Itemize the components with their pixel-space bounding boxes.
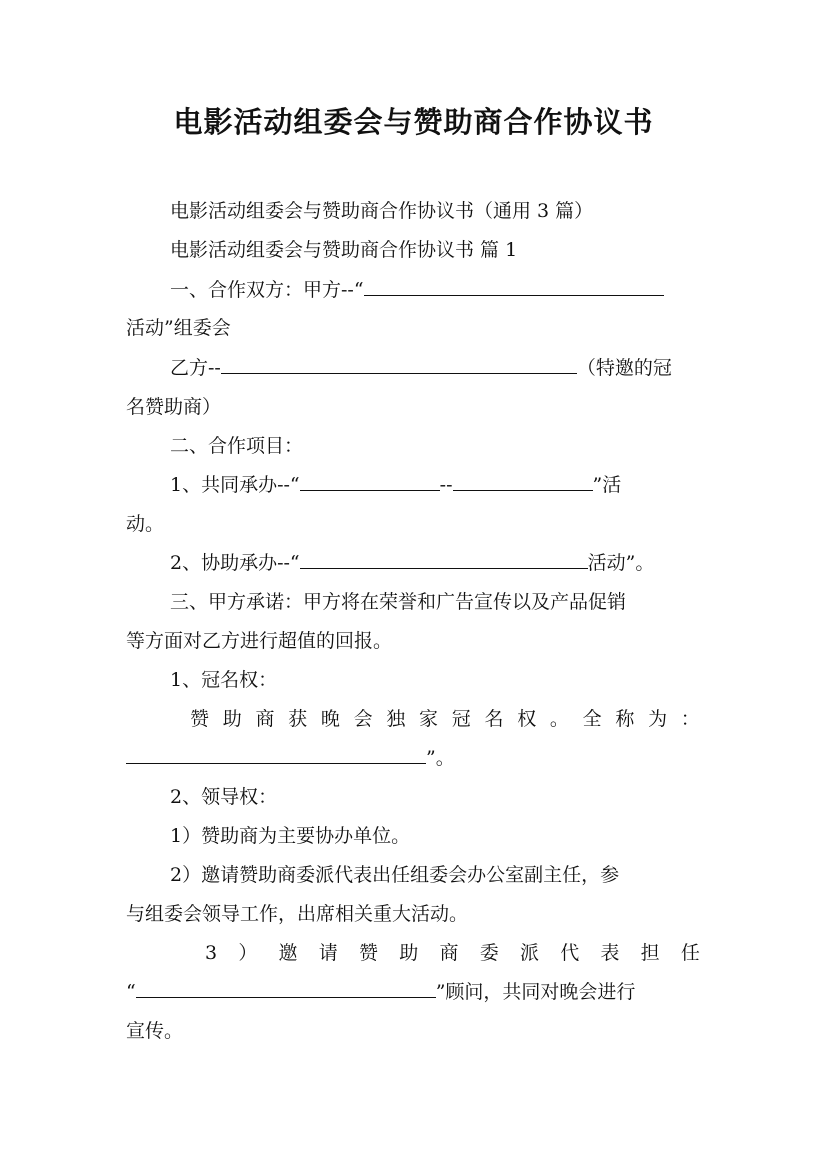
advisor-line-char: 任 (680, 942, 700, 964)
naming-right-fullname-line (126, 743, 706, 773)
naming-right-char: 助 (222, 708, 242, 730)
naming-right-char: 称 (615, 708, 635, 730)
naming-right-char: 晚 (320, 708, 340, 730)
assist-organize-blank[interactable] (300, 550, 588, 569)
party-a-blank[interactable] (364, 277, 664, 296)
full-name-suffix: ”。 (426, 747, 455, 769)
advisor-line-char: 表 (600, 942, 620, 964)
naming-right-char: 全 (582, 708, 602, 730)
naming-right-char: 获 (288, 708, 308, 730)
naming-right-char: 会 (353, 708, 373, 730)
leadership-item-3-line1 (205, 938, 700, 968)
advisor-line-char: 3 (205, 942, 218, 964)
party-a-continuation: 活动”组委会 (126, 317, 231, 339)
party-a-commitment-line2: 等方面对乙方进行超值的回报。 (126, 630, 393, 652)
naming-right-char: 赞 (190, 708, 210, 730)
advisor-line-char: 商 (439, 942, 459, 964)
advisor-line-char: 委 (479, 942, 499, 964)
party-a-commitment-line1: 三、甲方承诺：甲方将在荣誉和广告宣传以及产品促销 (170, 591, 627, 613)
naming-right-char: 为 (648, 708, 668, 730)
advisor-suffix: ”顾问，共同对晚会进行 (435, 981, 636, 1003)
naming-right-line (190, 704, 700, 734)
advisor-line-char: 邀 (278, 942, 298, 964)
co-organize-label: 1、共同承办--“ (170, 474, 300, 496)
advisor-line-char: 代 (560, 942, 580, 964)
party-b-suffix: （特邀的冠 (576, 357, 672, 379)
advisor-blank[interactable] (136, 979, 436, 998)
naming-right-char: 名 (484, 708, 504, 730)
party-b-continuation: 名赞助商） (126, 396, 222, 418)
assist-organize-label: 2、协助承办--“ (170, 552, 300, 574)
leadership-item-3-line2 (126, 977, 706, 1007)
advisor-line-char: 派 (519, 942, 539, 964)
advisor-line-char: 助 (399, 942, 419, 964)
party-b-blank[interactable] (221, 355, 577, 374)
naming-right-char: 。 (549, 708, 569, 730)
naming-right-char: 独 (386, 708, 406, 730)
co-organize-separator: -- (439, 474, 453, 496)
leadership-heading: 2、领导权： (170, 786, 278, 808)
naming-right-heading: 1、冠名权： (170, 669, 278, 691)
parties-line (170, 275, 750, 305)
document-title: 电影活动组委会与赞助商合作协议书 (173, 105, 654, 139)
document-subtitle: 电影活动组委会与赞助商合作协议书（通用 3 篇） (170, 200, 594, 222)
co-organize-line (170, 470, 750, 500)
co-organize-suffix: ”活 (592, 474, 622, 496)
naming-right-char: 权 (517, 708, 537, 730)
naming-right-char: 冠 (451, 708, 471, 730)
naming-right-char: ： (680, 708, 700, 730)
party-b-label: 乙方-- (170, 357, 221, 379)
part-heading: 电影活动组委会与赞助商合作协议书 篇 1 (170, 239, 518, 261)
advisor-line-char: 赞 (359, 942, 379, 964)
party-b-line (170, 353, 750, 383)
co-organize-blank-2[interactable] (453, 472, 593, 491)
leadership-item-2-line2: 与组委会领导工作，出席相关重大活动。 (126, 903, 469, 925)
party-a-label: 一、合作双方：甲方--“ (170, 279, 364, 301)
co-organize-continuation: 动。 (126, 513, 165, 535)
advisor-open-quote: “ (126, 981, 136, 1003)
leadership-item-1: 1）赞助商为主要协办单位。 (170, 825, 411, 847)
advisor-line-char: 请 (318, 942, 338, 964)
section-cooperation-items: 二、合作项目： (170, 435, 304, 457)
co-organize-blank-1[interactable] (300, 472, 440, 491)
naming-right-char: 商 (255, 708, 275, 730)
advisor-line-char: 担 (640, 942, 660, 964)
full-name-blank[interactable] (126, 745, 426, 764)
leadership-item-3-line3: 宣传。 (126, 1020, 184, 1042)
assist-organize-line (170, 548, 750, 578)
assist-organize-suffix: 活动”。 (587, 552, 655, 574)
naming-right-char: 家 (419, 708, 439, 730)
leadership-item-2-line1: 2）邀请赞助商委派代表出任组委会办公室副主任，参 (170, 864, 620, 886)
advisor-line-char: ） (238, 942, 258, 964)
